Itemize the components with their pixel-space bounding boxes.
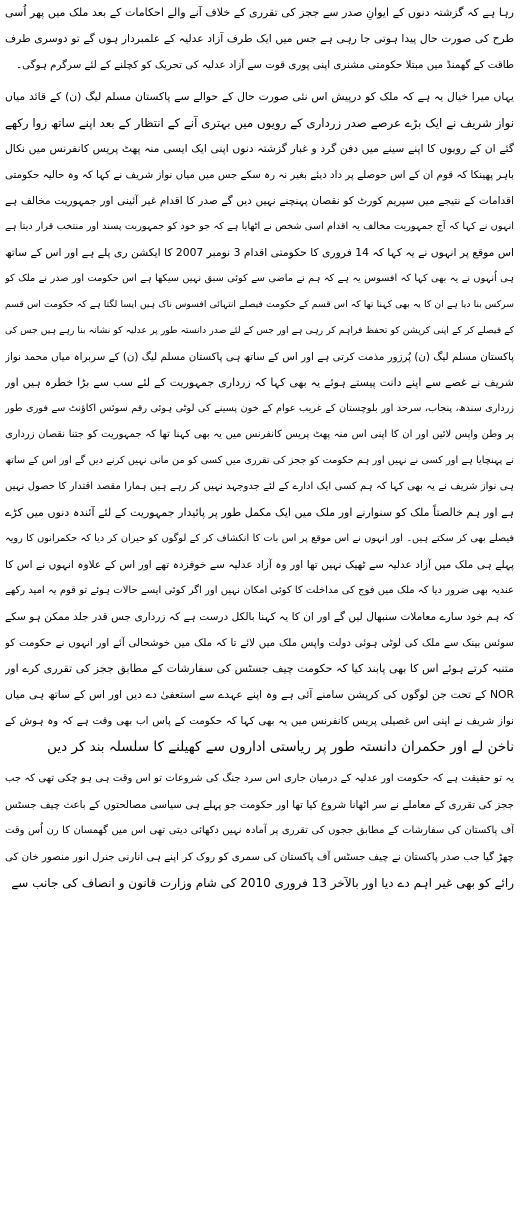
text-line: طاقت کے گھمنڈ میں مبتلا حکومتی مشنری اپنی پوری قوت سے آزاد عدلیہ کی تحریک کو کچلنے کے لئے سرگرم ہوگی۔ <box>16 59 514 71</box>
paragraph <box>5 84 514 760</box>
text-line: ہے اور ہم خالصتاً ملک کو سنوارنے اور ملک میں ایک مکمل طور پر پائیدار جمہوریت کے لئے آئندہ دنوں میں کڑے <box>5 506 514 519</box>
text-line: نواز شریف نے ایک بڑے عرصے صدر زرداری کے رویوں میں بہتری آنے کے انتظار کے بعد اپنے ساتھ روا رکھے <box>5 116 514 130</box>
text-line: گئے ان کے رویوں کا اپنے سینے میں دفن گرد و غبار گزشتہ دنوں اپنی ایک ایسی منہ پھٹ پریس کانفرنس میں نکال <box>5 142 514 155</box>
text-line: کے فیصلے کر کے اپنی کرپشن کو تحفظ فراہم کر رہی ہے اور جس کے لئے صدر دانستہ طور پر عدلیہ کو نشانہ بنا رہے ہیں جس کی <box>5 325 514 336</box>
text-line: ناخن لے اور حکمران دانستہ طور پر ریاستی اداروں سے کھیلنے کا سلسلہ بند کر دیں <box>47 739 514 755</box>
text-line: NOR کے تحت جن لوگوں کی کرپشن سامنے آئی ہے وہ اپنے عہدے سے استعفیٰ دے دیں اور اس کے ساتھ ہی میاں <box>5 688 514 701</box>
text-line: باہر پھینکا کہ قوم ان کے اس حوصلے پر داد دیئے بغیر نہ رہ سکے جس میں میاں نواز شریف نے کہا کہ وہ حالیہ حکومتی <box>5 169 514 181</box>
text-line: یہ تو حقیقت ہے کہ حکومت اور عدلیہ کے درمیان جاری اس سرد جنگ کی شروعات تو اس وقت ہی ہو چکی تھی کہ جب <box>5 773 514 784</box>
text-line: متنبہ کرتے ہوئے اس کا بھی پابند کیا کہ حکومت چیف جسٹس کی سفارشات کے مطابق ججز کی تقرری کرے اور <box>5 662 514 675</box>
text-line: زرداری سندھ، پنجاب، سرحد اور بلوچستان کے غریب عوام کے خون پسینے کی لوٹی ہوئی رقم سوئس اکاؤنٹ سے فوری طور <box>5 403 514 414</box>
paragraph <box>5 0 514 78</box>
text-line: کہ ہم خود سارے معاملات سنبھال لیں گے اور ان کا یہ کہنا بالکل درست ہے کہ زرداری جس قدر جلد ممکن ہو سکے <box>5 611 514 623</box>
text-line: ہی نواز شریف نے یہ بھی کہا کہ ہم کسی ایک ادارے کے لئے جدوجہد نہیں کر رہے ہیں ہمارا مقصد اقتدار کا حصول نہیں <box>5 481 514 492</box>
text-line: چھڑ گیا جب صدر پاکستان نے چیف جسٹس آف پاکستان کی سمری کو روک کر اپنے ہی انارنی جنرل انور منصور خان کی <box>5 851 514 863</box>
text-line: ہی اُنہوں نے یہ بھی کہا کہ افسوس یہ ہے کہ ہم نے ماضی سے کوئی سبق نہیں سیکھا ہے اس حکومت اور صدر نے ملک کو <box>5 273 514 284</box>
text-line: اقدامات کے نتیجے میں سپریم کورٹ کو نقصان پہنچنے نہیں دیں گے صدر کا اقدام غیر آئینی اور جمہوریت مخالف ہے <box>5 195 514 207</box>
text-line: یہاں میرا خیال یہ ہے کہ ملک کو درپیش اس نئی صورت حال کے حوالے سے پاکستان مسلم لیگ (ن) کے قائد میاں <box>5 90 514 103</box>
text-line: پاکستان مسلم لیگ (ن) پُرزور مذمت کرتی ہے اور اس کے ساتھ ہی پاکستان مسلم لیگ (ن) کے سربراہ میاں محمد نواز <box>5 351 514 363</box>
paragraph <box>5 766 514 896</box>
text-line: انہوں نے کہا کہ آج جمہوریت مخالف یہ اقدام اسی شخص نے اٹھایا ہے کہ جو خود کو جمہوریت پسند اور منتخب قرار دیتا ہے <box>5 221 514 232</box>
text-line: عندیہ بھی ضرور دیا کہ ملک میں فوج کی مداخلت کا کوئی امکان نہیں اور اگر کوئی ایسے حالات ہوئے تو قوم یہ امید رکھے <box>5 585 514 596</box>
text-line: پر وطن واپس لائیں اور ان کا اپنی اس منہ پھٹ پریس کانفرنس میں یہ بھی کہنا تھا کہ جمہوریت کو جتنا نقصان زرداری <box>5 429 514 440</box>
text-line: شریف نے غصے سے اپنے دانت پیستے ہوئے یہ بھی کہا کہ زرداری جمہوریت کے لئے سب سے بڑا خطرہ ہیں اور <box>5 376 514 389</box>
text-line: نواز شریف نے اپنی اس غصیلی پریس کانفرنس میں یہ بھی کہا کہ حکومت کے پاس اب بھی وقت ہے کہ وہ ہوش کے <box>5 715 514 727</box>
text-line: طرح کی صورت حال پیدا ہوتی جا رہی ہے جس میں ایک طرف آزاد عدلیہ کے علمبردار ہوں گے تو دوسری طرف <box>5 32 514 45</box>
text-line: رہا ہے کہ گزشتہ دنوں کے ایوانِ صدر سے ججز کی تقرری کے خلاف آنے والے احکامات کے بعد ملک میں پھر اُسی <box>5 6 514 19</box>
text-line: پہلے ہی ملک میں آزاد عدلیہ سے ٹھیک نہیں تھا اور وہ آزاد عدلیہ سے خوفزدہ تھے اور اس کے علاوہ انہوں نے اس کا <box>5 559 514 571</box>
text-line: اس موقع پر انہوں نے یہ کہا کہ 14 فروری کا حکومتی اقدام 3 نومبر 2007 کا ایکشن ری پلے ہے اور اس کے ساتھ <box>5 246 514 259</box>
text-line: فیصلے بھی کر سکتے ہیں۔ اور انہوں نے اس موقع پر اس بات کا انکشاف کر کے لوگوں کو حیران کر دیا کہ حکمرانوں کا رویہ <box>5 533 514 544</box>
text-line: سوئس بینک سے ملک کی لوٹی ہوئی دولت واپس ملک میں لائے تا کہ ملک میں خوشحالی آئے اور انہوں نے حکومت کو <box>5 637 514 649</box>
text-line: رائے کو بھی غیر اہم دے دیا اور بالآخر 13 فروری 2010 کی شام وزارت قانون و انصاف کی جانب سے <box>11 876 514 890</box>
text-line: سرکس بنا دیا ہے ان کا یہ بھی کہنا تھا کہ اس قسم کے حکومت فیصلے انتہائی افسوس ناک ہیں ایسا لگتا ہے کہ حکومت اس قسم <box>5 299 514 310</box>
text-line: نے پہنچایا ہے اور کسی نے نہیں اور ہم حکومت کو ججز کی تقرری میں کسی کو من مانی نہیں کرنے دیں گے اور اس کے ساتھ <box>5 455 514 466</box>
text-line: آف پاکستان کی سفارشات کے مطابق ججوں کی تقرری پر آمادہ نہیں دکھائی دیتی تھی اس میں گھمسان کا رن اُس وقت <box>5 825 514 836</box>
text-line: ججز کی تقرری کے معاملے نے سر اٹھانا شروع کیا تھا اور حکومت جو پہلے ہی سیاسی مصالحتوں کے باعث چیف جسٹس <box>5 799 514 811</box>
